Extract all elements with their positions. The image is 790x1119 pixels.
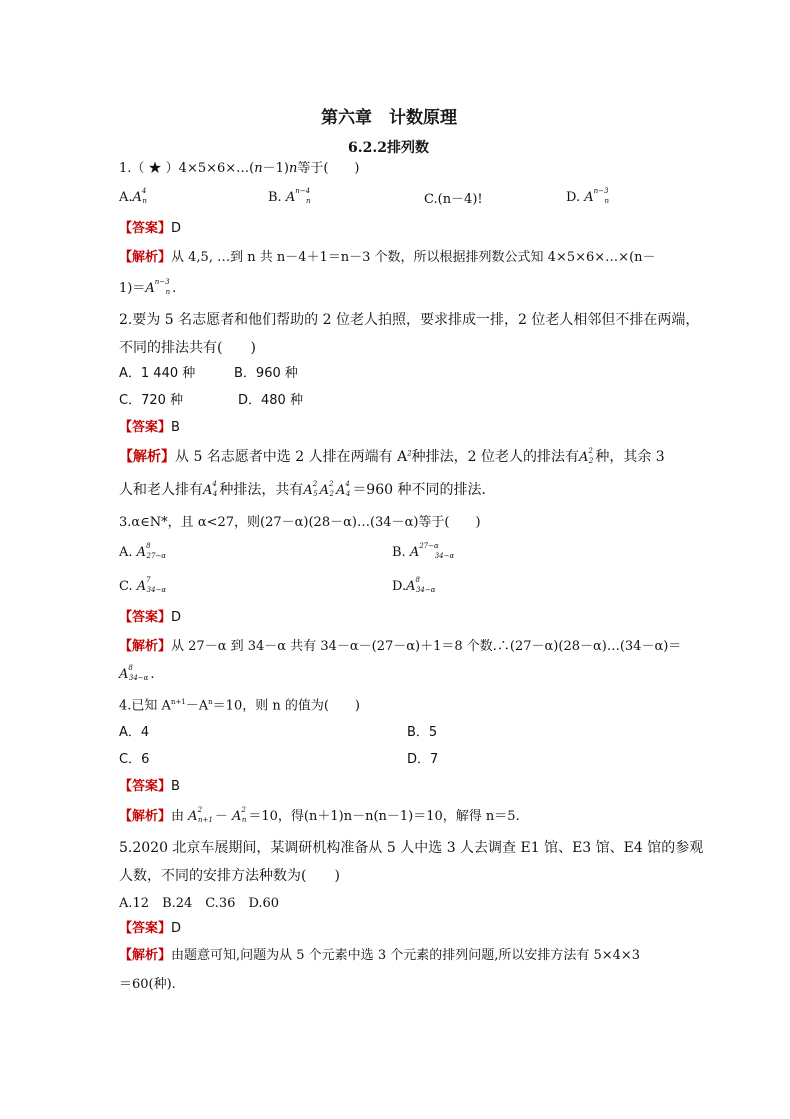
q2-option-c: C．720 种 [119,393,184,408]
section-title: 6.2.2排列数 [348,140,429,156]
perm-symbol: $A^2_2$ [579,447,594,465]
perm-symbol: $A^{27-\alpha}_{34-\alpha}$ [409,542,455,560]
q2-option-a: A．1 440 种 [119,366,196,381]
perm-symbol: $A^4_4$ [203,480,218,498]
q3-analysis-line2: $A^8_{34-\alpha}$ . [119,664,155,682]
q1-option-c: C.(n－4)! [424,192,483,207]
q1-analysis-line2: $1)=A^{n-3}_n$ . [119,278,177,296]
q4-answer: 【答案】B [119,779,180,794]
q2-option-b: B．960 种 [234,366,298,381]
q5-analysis-line1: 【解析】由题意可知,问题为从 5 个元素中选 3 个元素的排列问题,所以安排方法有 5×4×3 [119,948,641,963]
q4-option-b: B．5 [407,725,438,740]
q4-analysis: 【解析】由 $A^2_{n+1} - A^2_n =10$，得(n＋1)n－n(n－1)＝10，解得 n＝5. [119,806,520,824]
perm-symbol: $A^8_{34-\alpha}$ [406,576,436,594]
q3-stem: 3.α∈N*，且 α<27，则(27－α)(28－α)…(34－α)等于( ) [119,515,481,530]
q2-analysis-line1: 【解析】从 5 名志愿者中选 2 人排在两端有 $A^2$种排法，2 位老人的排法有$A^2_2$ 种，其余 3 [119,447,665,465]
q2-analysis-line2: 人和老人排有$A^4_4$ 种排法，共有$A^2_5$ $A^2_2$ $A^4_4 =960$ 种不同的排法． [119,480,496,498]
q1-analysis-line1: 【解析】从 4,5, …到 n 共 n－4＋1＝n－3 个数，所以根据排列数公式知 4×5×6×…×(n－ [119,250,656,265]
q1-option-d: D. $A^{n-3}_n$ [566,187,609,205]
perm-symbol: $A^2_n$ [232,806,247,824]
q3-analysis-line1: 【解析】从 27－α 到 34－α 共有 34－α－(27－α)＋1＝8 个数.∴(27－α)(28－α)…(34－α)＝ [119,639,682,654]
perm-symbol: $A^{n-4}_n$ [285,187,311,205]
q3-option-a: A. $A^8_{27-\alpha}$ [119,542,167,560]
perm-symbol: $A^{n-3}_n$ [145,278,171,296]
q2-option-d: D．480 种 [238,393,303,408]
q5-options: A.12 B.24 C.36 D.60 [119,896,280,911]
perm-symbol: $A^7_{34-\alpha}$ [136,576,167,594]
q5-analysis-line2: ＝60(种). [119,977,176,992]
q3-option-d: $D.A^8_{34-\alpha}$ [392,576,436,594]
q5-stem-line1: 5.2020 北京车展期间，某调研机构准备从 5 人中选 3 人去调查 E1 馆、E3 馆、E4 馆的参观 [119,840,704,856]
perm-symbol: $A^8_{27-\alpha}$ [136,542,167,560]
perm-symbol: $A^2_2$ [319,480,334,498]
q2-stem-line1: 2.要为 5 名志愿者和他们帮助的 2 位老人拍照，要求排成一排，2 位老人相邻但不排在两端， [119,312,700,328]
q4-option-c: C．6 [119,752,150,767]
q5-answer: 【答案】D [119,921,182,936]
perm-symbol: $A^8_{34-\alpha}$ [119,664,149,682]
perm-symbol: $A^4_n$ [132,187,147,205]
chapter-title: 第六章 计数原理 [321,108,457,128]
q4-option-a: A．4 [119,725,150,740]
perm-symbol: $A^4_4$ [335,480,351,498]
q5-stem-line2: 人数，不同的安排方法种数为( ) [119,868,340,884]
q1-option-a: $A.A^4_n$ [119,187,147,205]
q3-answer: 【答案】D [119,610,182,625]
q3-option-b: B. $A^{27-\alpha}_{34-\alpha}$ [392,542,455,560]
q4-stem: 4.已知 $A^{n+1}-A^n=10$，则 n 的值为( ) [119,698,360,714]
q2-stem-line2: 不同的排法共有( ) [119,340,256,356]
q1-answer: 【答案】D [119,221,182,236]
perm-symbol: $A^2_5$ [303,480,318,498]
perm-symbol: $A^2_{n+1}$ [188,806,213,824]
perm-symbol: $A^{n-3}_n$ [584,187,609,205]
q1-option-b: B. $A^{n-4}_n$ [268,187,311,205]
q3-option-c: C. $A^7_{34-\alpha}$ [119,576,167,594]
q4-option-d: D．7 [407,752,439,767]
q1-stem: 1.（ ★ ）4×5×6×…(n－1)n等于( ) [119,161,360,176]
q2-answer: 【答案】B [119,420,180,435]
